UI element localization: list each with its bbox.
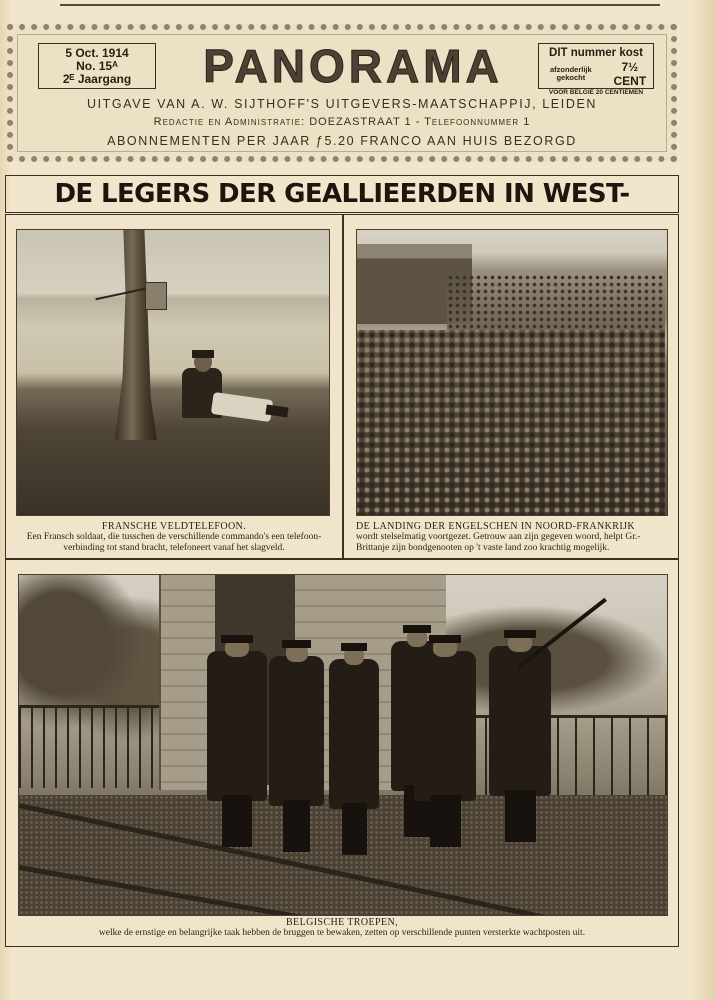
issue-date: 5 Oct. 1914: [65, 46, 129, 60]
caption-belgian-troops: [18, 917, 666, 939]
photo-panel-belgian-troops: [5, 559, 679, 947]
french-soldier: [182, 350, 282, 440]
caption-title: BELGISCHE TROEPEN,: [285, 917, 399, 928]
railing-left: [19, 705, 159, 788]
belgian-soldier: [207, 635, 267, 865]
photo-landing-troops: [356, 229, 668, 516]
photo-field-telephone: [16, 229, 330, 516]
caption-field-telephone: [14, 521, 334, 554]
caption-title: FRANSCHE VELDTELEFOON.: [101, 521, 247, 532]
caption-text: welke de ernstige en belangrijke taak hebben de bruggen te bewaken, zetten op verschillende punten versterkte wachtposten uit.: [98, 928, 586, 938]
telephone-icon: [145, 282, 167, 310]
caption-landing: [356, 521, 666, 554]
issue-volume: 2ᴱ Jaargang: [62, 72, 132, 86]
price-box: [538, 43, 654, 96]
page-headline: DE LEGERS DER GEALLIEERDEN IN WEST-: [5, 175, 679, 213]
belgian-soldier: [329, 643, 379, 843]
top-rule: [60, 4, 660, 6]
belgian-soldier: [414, 635, 476, 875]
address-line: Redactie en Administratie: DOEZASTRAAT 1 - Telefoonnummer 1: [153, 116, 531, 128]
caption-text: Een Fransch soldaat, die tusschen de verschillende commando's een telefoon-verbinding tot stand bracht, telefoneert vanaf het slagveld.: [26, 532, 322, 553]
photo-panel-landing: [343, 214, 679, 559]
price-value: 7½ CENT: [613, 60, 647, 88]
photo-belgian-troops: [18, 574, 668, 916]
crowd-background: [447, 274, 665, 334]
caption-text: wordt stelselmatig voortgezet. Getrouw aan zijn gegeven woord, helpt Gr.-Brittanje zijn bondgenooten op 't vaste land zoo krachtig mogelijk.: [356, 532, 641, 553]
masthead: [7, 24, 677, 162]
price-line-3: VOOR BELGIË 20 CENTIEMEN: [548, 89, 644, 96]
magazine-title: PANORAMA: [203, 40, 503, 92]
crowd-of-soldiers: [357, 330, 665, 515]
issue-date-box: [38, 43, 156, 89]
publisher-line: UITGAVE VAN A. W. SIJTHOFF'S UITGEVERS-MAATSCHAPPIJ, LEIDEN: [86, 97, 598, 111]
subscription-line: ABONNEMENTEN PER JAAR ƒ5.20 FRANCO AAN HUIS BEZORGD: [107, 134, 577, 148]
price-row: [539, 60, 653, 88]
issue-number: No. 15ᴬ: [76, 59, 118, 73]
photo-panel-field-telephone: [5, 214, 343, 559]
belgian-soldier: [269, 640, 324, 855]
price-line-1: DIT nummer kost: [549, 47, 643, 59]
caption-title: DE LANDING DER ENGELSCHEN IN NOORD-FRANKRIJK: [356, 521, 635, 532]
price-line-2: afzonderlijk gekocht: [550, 65, 592, 82]
